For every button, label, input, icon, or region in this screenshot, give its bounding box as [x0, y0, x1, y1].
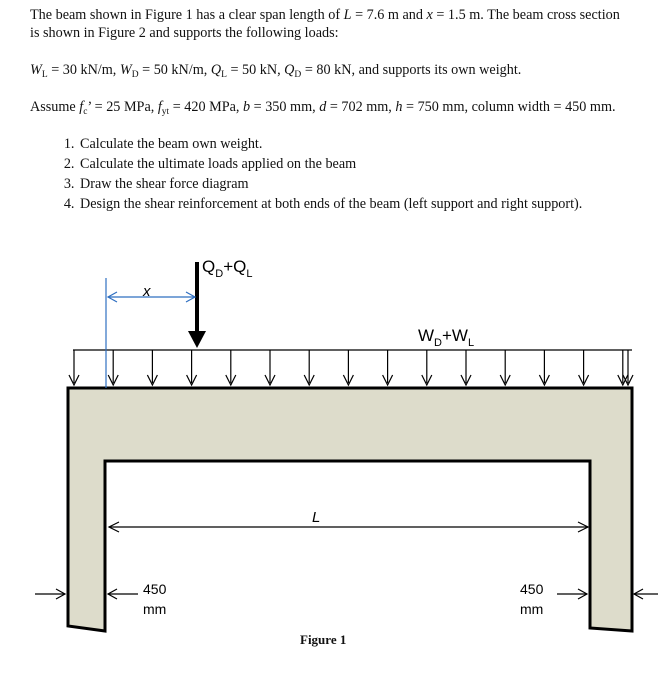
right-column-width-value: 450 [520, 581, 544, 597]
column-width-arrows [35, 589, 658, 599]
left-column-width-value: 450 [143, 581, 167, 597]
left-column-width-unit: mm [143, 601, 167, 617]
task-item: 3. Draw the shear force diagram [78, 174, 582, 194]
problem-intro: The beam shown in Figure 1 has a clear span length of L = 7.6 m and x = 1.5 m. The beam cross section is shown in Figure 2 and supports the following loads: [30, 7, 620, 41]
span-label: L [312, 509, 321, 526]
distributed-load-label: $W_D+W_L$ [418, 326, 475, 349]
x-symbol: x [426, 7, 433, 23]
span-symbol: L [343, 7, 352, 23]
figure-caption: Figure 1 [300, 632, 347, 647]
task-item: 1. Calculate the beam own weight. [78, 134, 582, 154]
x-label: x [143, 283, 151, 300]
right-column-width-unit: mm [520, 601, 544, 617]
x-dimension [106, 278, 195, 388]
span-dimension [109, 522, 588, 532]
loads-line: $W_L = 30$ kN/m, $W_D = 50$ kN/m, $Q_L = 50$ kN, $Q_D = 80$ kN, and supports its own weight. [30, 62, 522, 80]
assumptions-line: Assume $f_c$’ = 25 MPa, $f_{yt} = 420$ MPa, b = 350 mm, d = 702 mm, h = 750 mm, column width = 450 mm. [30, 99, 616, 117]
point-load-label: $Q_D+Q_L$ [202, 257, 253, 280]
task-item: 4. Design the shear reinforcement at both ends of the beam (left support and right support). [78, 194, 582, 214]
distributed-load-arrows [69, 350, 633, 385]
task-item: 2. Calculate the ultimate loads applied on the beam [78, 154, 582, 174]
